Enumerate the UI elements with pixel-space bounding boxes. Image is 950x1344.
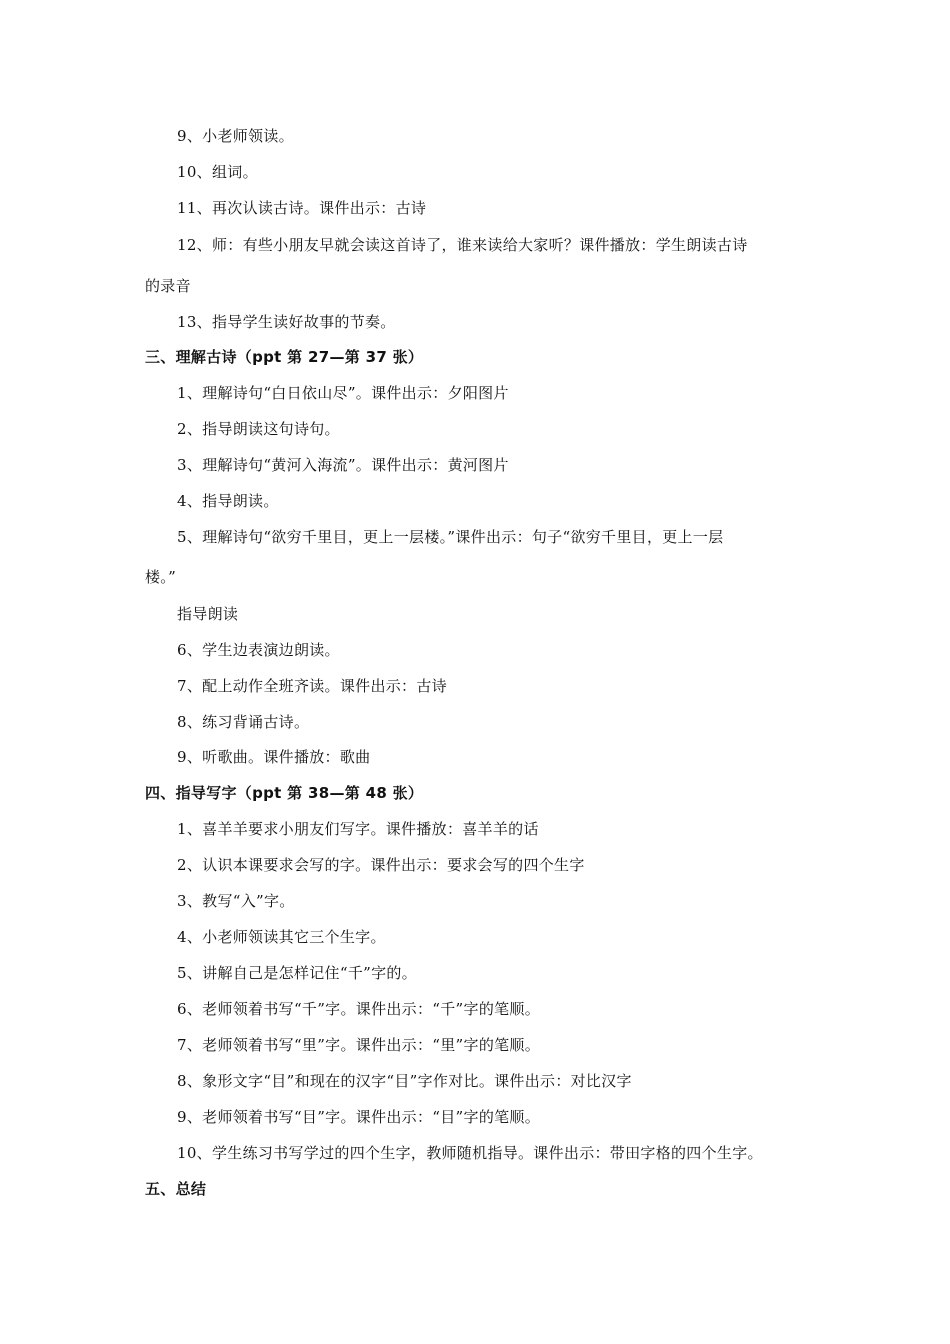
text-line: 1、理解诗句“白日依山尽”。课件出示：夕阳图片 xyxy=(177,384,509,402)
text-line: 11、再次认读古诗。课件出示：古诗 xyxy=(177,199,427,217)
text-line: 指导朗读 xyxy=(177,605,239,623)
section-heading: 五、总结 xyxy=(145,1180,207,1198)
text-line: 6、老师领着书写“千”字。课件出示：“千”字的笔顺。 xyxy=(177,1000,541,1018)
text-line: 的录音 xyxy=(145,277,191,295)
section-heading: 三、理解古诗（ppt 第 27—第 37 张） xyxy=(145,348,424,366)
text-line: 3、理解诗句“黄河入海流”。课件出示：黄河图片 xyxy=(177,456,509,474)
text-line: 9、老师领着书写“目”字。课件出示：“目”字的笔顺。 xyxy=(177,1108,541,1126)
text-line: 6、学生边表演边朗读。 xyxy=(177,641,340,659)
text-line: 楼。” xyxy=(145,568,177,586)
text-line: 13、指导学生读好故事的节奏。 xyxy=(177,313,396,331)
text-line: 7、老师领着书写“里”字。课件出示：“里”字的笔顺。 xyxy=(177,1036,541,1054)
text-line: 10、学生练习书写学过的四个生字，教师随机指导。课件出示：带田字格的四个生字。 xyxy=(177,1144,763,1162)
text-line: 8、练习背诵古诗。 xyxy=(177,713,310,731)
section-heading: 四、指导写字（ppt 第 38—第 48 张） xyxy=(145,784,424,802)
text-line: 2、认识本课要求会写的字。课件出示：要求会写的四个生字 xyxy=(177,856,585,874)
text-line: 9、听歌曲。课件播放：歌曲 xyxy=(177,748,371,766)
text-line: 12、师：有些小朋友早就会读这首诗了，谁来读给大家听？课件播放：学生朗读古诗 xyxy=(177,236,748,254)
text-line: 5、讲解自己是怎样记住“千”字的。 xyxy=(177,964,417,982)
text-line: 3、教写“入”字。 xyxy=(177,892,295,910)
text-line: 1、喜羊羊要求小朋友们写字。课件播放：喜羊羊的话 xyxy=(177,820,539,838)
text-line: 10、组词。 xyxy=(177,163,258,181)
text-line: 4、小老师领读其它三个生字。 xyxy=(177,928,386,946)
text-line: 7、配上动作全班齐读。课件出示：古诗 xyxy=(177,677,447,695)
text-line: 2、指导朗读这句诗句。 xyxy=(177,420,340,438)
text-line: 5、理解诗句“欲穷千里目，更上一层楼。”课件出示：句子“欲穷千里目，更上一层 xyxy=(177,528,724,546)
text-line: 8、象形文字“目”和现在的汉字“目”字作对比。课件出示：对比汉字 xyxy=(177,1072,632,1090)
text-line: 4、指导朗读。 xyxy=(177,492,279,510)
text-line: 9、小老师领读。 xyxy=(177,127,294,145)
